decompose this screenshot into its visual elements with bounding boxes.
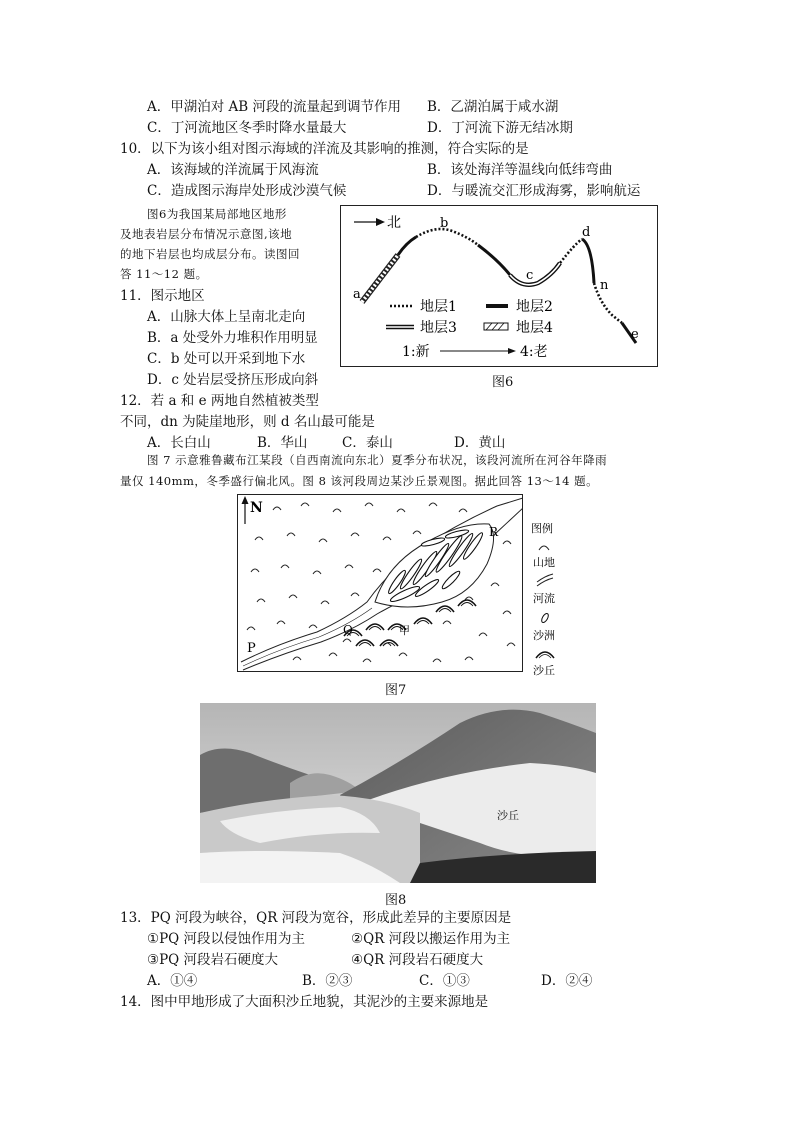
legend-scale-new: 1:新 bbox=[402, 344, 430, 360]
q9-option-d: D．丁河流下游无结冰期 bbox=[427, 120, 573, 136]
north-label: 北 bbox=[387, 215, 401, 231]
q13-statement-2: ②QR 河段以搬运作用为主 bbox=[351, 931, 511, 947]
fig8-caption: 图8 bbox=[385, 893, 407, 908]
q10-option-d: D．与暖流交汇形成海雾，影响航运 bbox=[427, 183, 641, 199]
legend-sandbar: 沙洲 bbox=[533, 629, 555, 642]
q12-stem-line1: 12．若 a 和 e 两地自然植被类型 bbox=[120, 393, 319, 409]
legend-dune: 沙丘 bbox=[533, 664, 555, 677]
north-label: N bbox=[250, 500, 263, 516]
q13-option-d: D．②④ bbox=[541, 973, 593, 989]
q10-stem: 10．以下为该小组对图示海域的洋流及其影响的推测，符合实际的是 bbox=[120, 141, 529, 157]
legend-mountain-symbol bbox=[539, 546, 549, 550]
fig6-intro-line1: 图6为我国某局部地区地形 bbox=[147, 207, 287, 221]
q14-stem: 14．图中甲地形成了大面积沙丘地貌，其泥沙的主要来源地是 bbox=[120, 994, 489, 1010]
fig7-map bbox=[237, 494, 523, 672]
point-d: d bbox=[582, 225, 591, 240]
q10-option-a: A．该海域的洋流属于风海流 bbox=[147, 162, 319, 178]
label-q: Q bbox=[343, 623, 353, 637]
q13-statement-4: ④QR 河段岩石硬度大 bbox=[351, 952, 484, 968]
label-jia: 甲 bbox=[399, 624, 410, 637]
q10-option-b: B．该处海洋等温线向低纬弯曲 bbox=[427, 162, 613, 178]
q13-statement-1: ①PQ 河段以侵蚀作用为主 bbox=[147, 931, 306, 947]
legend-layer1: 地层1 bbox=[420, 299, 457, 315]
q10-option-c: C．造成图示海岸处形成沙漠气候 bbox=[147, 183, 347, 199]
q11-stem: 11．图示地区 bbox=[120, 288, 205, 304]
q12-option-a: A．长白山 bbox=[147, 435, 211, 451]
legend-scale-old: 4:老 bbox=[520, 344, 548, 360]
q13-statement-3: ③PQ 河段岩石硬度大 bbox=[147, 952, 279, 968]
q12-stem-line2: 不同，dn 为陡崖地形，则 d 名山最可能是 bbox=[120, 414, 375, 430]
q12-option-d: D．黄山 bbox=[454, 435, 506, 451]
q9-option-a: A．甲湖泊对 AB 河段的流量起到调节作用 bbox=[147, 99, 402, 115]
q12-option-c: C．泰山 bbox=[342, 435, 393, 451]
legend-layer4-symbol bbox=[484, 323, 508, 330]
photo-label-dune: 沙丘 bbox=[497, 809, 519, 822]
legend-layer3: 地层3 bbox=[420, 320, 457, 336]
legend-river-symbol bbox=[537, 574, 553, 586]
q9-option-b: B．乙湖泊属于咸水湖 bbox=[427, 99, 559, 115]
q11-option-a: A．山脉大体上呈南北走向 bbox=[147, 309, 306, 325]
fig7-caption: 图7 bbox=[385, 683, 407, 698]
legend-dune-symbol bbox=[536, 652, 554, 658]
legend-layer2: 地层2 bbox=[516, 299, 553, 315]
legend-sandbar-symbol bbox=[540, 612, 549, 623]
q13-option-b: B．②③ bbox=[302, 973, 353, 989]
point-a: a bbox=[353, 287, 361, 302]
fig8-photo bbox=[200, 703, 596, 883]
label-r: R bbox=[489, 525, 499, 539]
legend-layer4: 地层4 bbox=[516, 320, 553, 336]
q13-stem: 13．PQ 河段为峡谷，QR 河段为宽谷，形成此差异的主要原因是 bbox=[120, 910, 512, 926]
legend-river: 河流 bbox=[533, 592, 555, 605]
legend-mountain: 山地 bbox=[533, 556, 555, 569]
fig6-intro-line3: 的地下岩层也均成层分布。读图回 bbox=[120, 247, 300, 261]
point-e: e bbox=[631, 327, 639, 342]
q12-option-b: B．华山 bbox=[257, 435, 308, 451]
fig6-diagram bbox=[340, 205, 658, 367]
fig6-intro-line2: 及地表岩层分布情况示意图,该地 bbox=[120, 227, 293, 241]
fig6-caption: 图6 bbox=[492, 375, 514, 390]
legend-title: 图例 bbox=[531, 522, 553, 535]
point-c: c bbox=[526, 268, 534, 283]
fig7-intro-line1: 图 7 示意雅鲁藏布江某段（自西南流向东北）夏季分布状况，该段河流所在河谷年降雨 bbox=[147, 453, 608, 467]
q11-option-b: B．a 处受外力堆积作用明显 bbox=[147, 330, 318, 346]
fig7-intro-line2: 量仅 140mm，冬季盛行偏北风。图 8 该河段周边某沙丘景观图。据此回答 13～14 题。 bbox=[120, 474, 599, 488]
q13-option-a: A．①④ bbox=[147, 973, 198, 989]
q13-option-c: C．①③ bbox=[419, 973, 470, 989]
q11-option-c: C．b 处可以开采到地下水 bbox=[147, 351, 306, 367]
fig7-legend bbox=[527, 520, 567, 680]
fig6-intro-line4: 答 11～12 题。 bbox=[120, 267, 208, 281]
label-p: P bbox=[247, 641, 256, 656]
point-n: n bbox=[600, 278, 609, 293]
q9-option-c: C．丁河流地区冬季时降水量最大 bbox=[147, 120, 347, 136]
q11-option-d: D．c 处岩层受挤压形成向斜 bbox=[147, 372, 319, 388]
point-b: b bbox=[440, 216, 449, 231]
